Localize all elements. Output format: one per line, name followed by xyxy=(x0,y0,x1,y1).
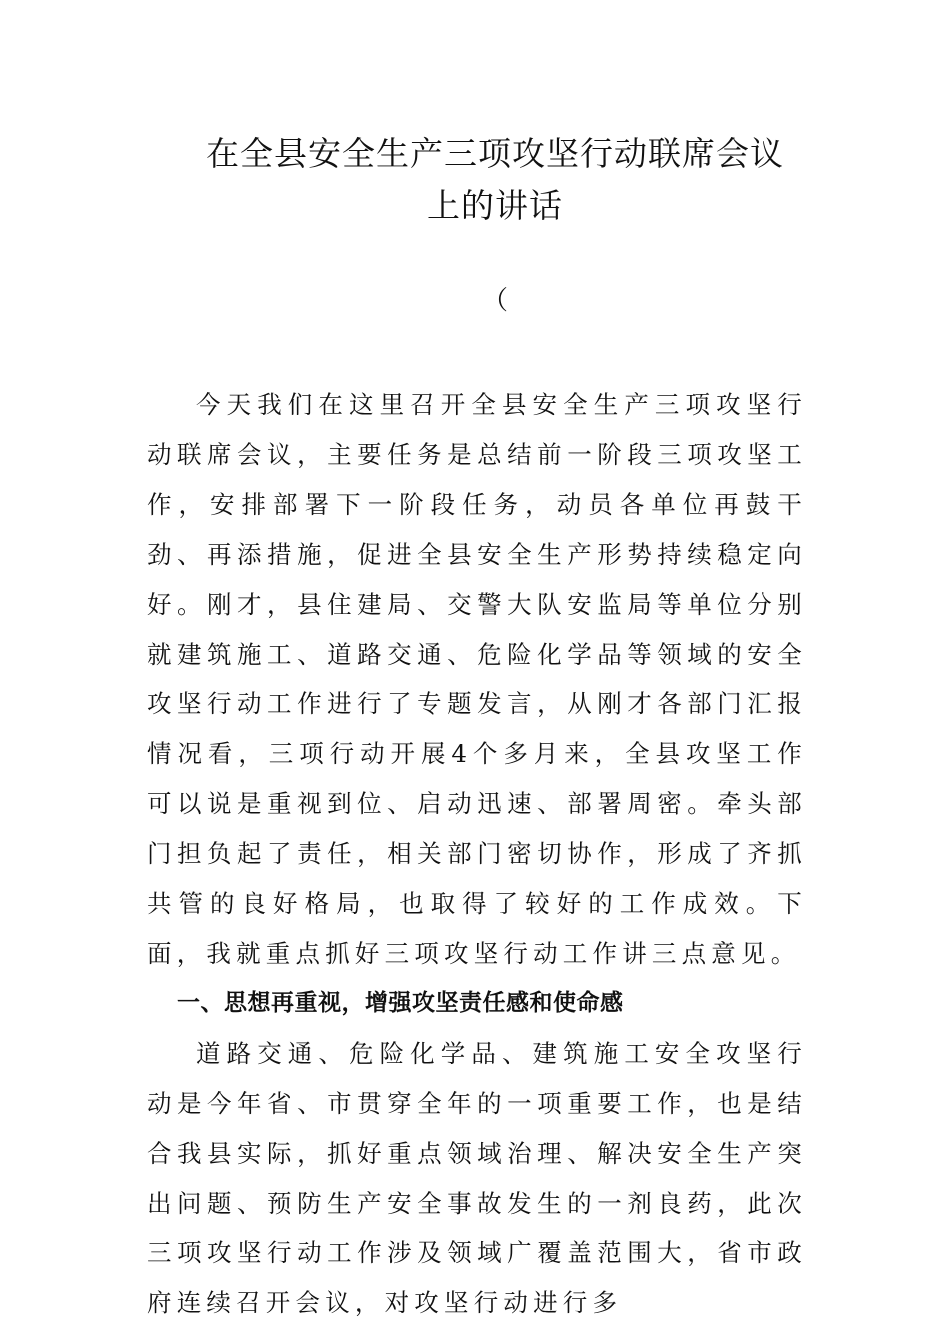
document-subtitle: （ xyxy=(481,286,508,316)
intro-paragraph: 今天我们在这里召开全县安全生产三项攻坚行动联席会议，主要任务是总结前一阶段三项攻坚工作，安排部署下一阶段任务，动员各单位再鼓干劲、再添措施，促进全县安全生产形势持续稳定向好。刚才，县住建局、交警大队安监局等单位分别就建筑施工、道路交通、危险化学品等领域的安全攻坚行动工作进行了专题发言，从刚才各部门汇报情况看，三项行动开展4个多月来，全县攻坚工作可以说是重视到位、启动迅速、部署周密。牵头部门担负起了责任，相关部门密切协作，形成了齐抓共管的良好格局，也取得了较好的工作成效。下面，我就重点抓好三项攻坚行动工作讲三点意见。 xyxy=(147,390,807,968)
title-line-2: 上的讲话 xyxy=(427,186,563,225)
document-title xyxy=(150,128,840,232)
section-1-paragraph: 道路交通、危险化学品、建筑施工安全攻坚行动是今年省、市贯穿全年的一项重要工作，也是结合我县实际，抓好重点领域治理、解决安全生产突出问题、预防生产安全事故发生的一剂良药，此次三项攻坚行动工作涉及领域广覆盖范围大，省市政府连续召开会议，对攻坚行动进行多 xyxy=(147,1038,807,1318)
document-body xyxy=(147,380,807,1328)
title-line-1: 在全县安全生产三项攻坚行动联席会议 xyxy=(206,134,784,173)
section-heading-1: 一、思想再重视，增强攻坚责任感和使命感 xyxy=(177,989,624,1016)
